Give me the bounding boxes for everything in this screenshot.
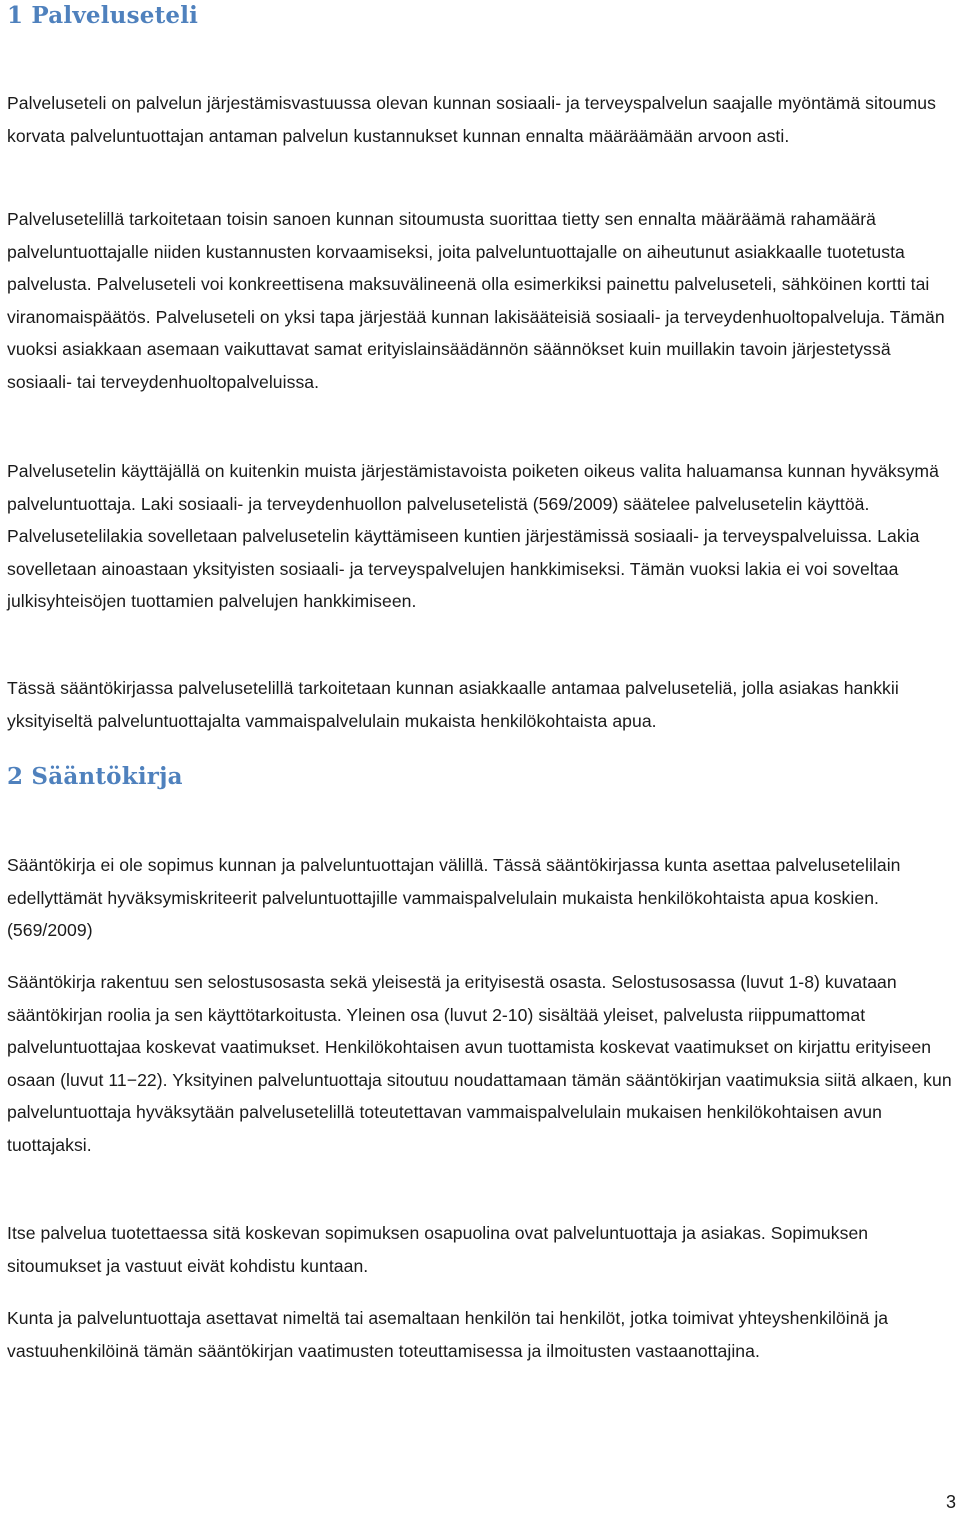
paragraph: Kunta ja palveluntuottaja asettavat nimeltä tai asemaltaan henkilön tai henkilöt, jotka toimivat yhteyshenkilöinä ja vastuuhenkilöinä tämän sääntökirjan vaatimusten toteuttamisessa ja ilmoitusten vastaanottajina.: [7, 1308, 889, 1361]
paragraph: Sääntökirja rakentuu sen selostusosasta sekä yleisestä ja erityisestä osasta. Selostusosassa (luvut 1-8) kuvataan sääntökirjan roolia ja sen käyttötarkoitusta. Yleinen osa (luvut 2-10) sisältää yleiset, palvelusta riippumattomat palveluntuottajaa koskevat vaatimukset. Henkilökohtaisen avun tuottamista koskevat vaatimukset on kirjattu erityiseen osaan (luvut 11−22). Yksityinen palveluntuottaja sitoutuu noudattamaan tämän sääntökirjan vaatimuksia siitä alkaen, kun palveluntuottaja hyväksytään palvelusetelillä toteutettavan vammaispalvelulain mukaisen henkilökohtaisen avun tuottajaksi.: [7, 972, 952, 1155]
section-heading-saantokirja: 2 Sääntökirja: [7, 763, 183, 790]
paragraph: Palveluseteli on palvelun järjestämisvastuussa olevan kunnan sosiaali- ja terveyspalvelun saajalle myöntämä sitoumus korvata palveluntuottajan antaman palvelun kustannukset kunnan ennalta määräämään arvoon asti.: [7, 93, 936, 146]
paragraph: Palvelusetelillä tarkoitetaan toisin sanoen kunnan sitoumusta suorittaa tietty sen ennalta määräämä rahamäärä palveluntuottajalle niiden kustannusten korvaamiseksi, joita palveluntuottajalle on aiheutunut asiakkaalle tuotetusta palvelusta. Palveluseteli voi konkreettisena maksuvälineenä olla esimerkiksi painettu palveluseteli, sähköinen kortti tai viranomaispäätös. Palveluseteli on yksi tapa järjestää kunnan lakisääteisiä sosiaali- ja terveydenhuoltopalveluja. Tämän vuoksi asiakkaan asemaan vaikuttavat samat erityislainsäädännön säännökset kuin muillakin tavoin järjestetyssä sosiaali- tai terveydenhuoltopalveluissa.: [7, 209, 945, 392]
section-heading-palveluseteli: 1 Palveluseteli: [7, 2, 199, 29]
paragraph: Itse palvelua tuotettaessa sitä koskevan sopimuksen osapuolina ovat palveluntuottaja ja asiakas. Sopimuksen sitoumukset ja vastuut eivät kohdistu kuntaan.: [7, 1223, 869, 1276]
paragraph: Palvelusetelin käyttäjällä on kuitenkin muista järjestämistavoista poiketen oikeus valita haluamansa kunnan hyväksymä palveluntuottaja. Laki sosiaali- ja terveydenhuollon palvelusetelistä (569/2009) säätelee palvelusetelin käyttöä. Palvelusetelilakia sovelletaan palvelusetelin käyttämiseen kuntien järjestämissä sosiaali- ja terveyspalveluissa. Lakia sovelletaan ainoastaan yksityisten sosiaali- ja terveyspalvelujen hankkimiseksi. Tämän vuoksi lakia ei voi soveltaa julkisyhteisöjen tuottamien palvelujen hankkimiseen.: [7, 461, 939, 612]
paragraph: Sääntökirja ei ole sopimus kunnan ja palveluntuottajan välillä. Tässä sääntökirjassa kunta asettaa palvelusetelilain edellyttämät hyväksymiskriteerit palveluntuottajille vammaispalvelulain mukaista henkilökohtaista apua koskien. (569/2009): [7, 855, 901, 941]
paragraph: Tässä sääntökirjassa palvelusetelillä tarkoitetaan kunnan asiakkaalle antamaa palveluseteliä, jolla asiakas hankkii yksityiseltä palveluntuottajalta vammaispalvelulain mukaista henkilökohtaista apua.: [7, 678, 899, 731]
page-number: 3: [945, 1492, 956, 1512]
